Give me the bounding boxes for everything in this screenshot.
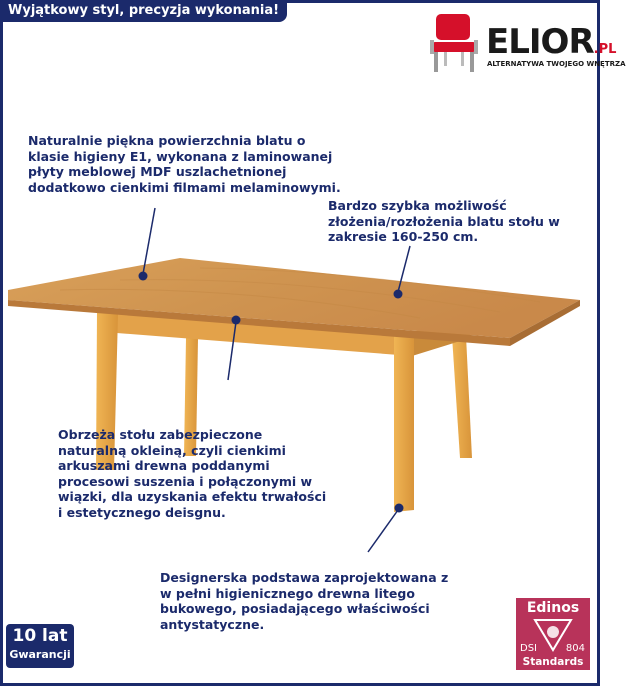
note-extension: Bardzo szybka możliwość złożenia/rozłożenia blatu stołu w zakresie 160-250 cm. bbox=[328, 198, 560, 244]
callout-dot-base bbox=[395, 504, 404, 513]
edinos-certificate-badge bbox=[516, 598, 590, 670]
callout-line-base bbox=[368, 510, 398, 552]
warranty-label: Gwarancji bbox=[9, 648, 71, 661]
callout-dot-edges bbox=[232, 316, 241, 325]
certificate-dsi: DSI bbox=[520, 643, 537, 654]
callout-dot-extension bbox=[394, 290, 403, 299]
logo-wordmark: ELIOR.PL bbox=[486, 22, 617, 62]
logo-tagline: ALTERNATYWA TWOJEGO WNĘTRZA bbox=[487, 60, 626, 68]
promo-banner: Wyjątkowy styl, precyzja wykonania! bbox=[0, 0, 287, 22]
warranty-years: 10 lat bbox=[12, 626, 68, 646]
note-edges: Obrzeża stołu zabezpieczone naturalną okleiną, czyli cienkimi arkuszami drewna poddanymi procesowi suszenia i połączonymi w wiązki, dla uzyskania efektu trwałości i estetycznego deisgnu. bbox=[58, 427, 327, 520]
table-leg-front-right bbox=[394, 334, 414, 512]
certificate-label: Standards bbox=[522, 656, 584, 668]
note-base: Designerska podstawa zaprojektowana z w pełni higienicznego drewna litego bukowego, posiadającego właściwości antystatyczne. bbox=[160, 570, 449, 632]
certificate-number: 804 bbox=[565, 643, 585, 654]
table-leg-back-right bbox=[452, 336, 472, 458]
warranty-badge bbox=[6, 624, 74, 668]
note-top-surface: Naturalnie piękna powierzchnia blatu o klasie higieny E1, wykonana z laminowanej płyty meblowej MDF uszlachetnionej dodatkowo cienkimi filmami melaminowymi. bbox=[28, 133, 341, 195]
certificate-brand: Edinos bbox=[526, 600, 580, 616]
callout-dot-top bbox=[139, 272, 148, 281]
